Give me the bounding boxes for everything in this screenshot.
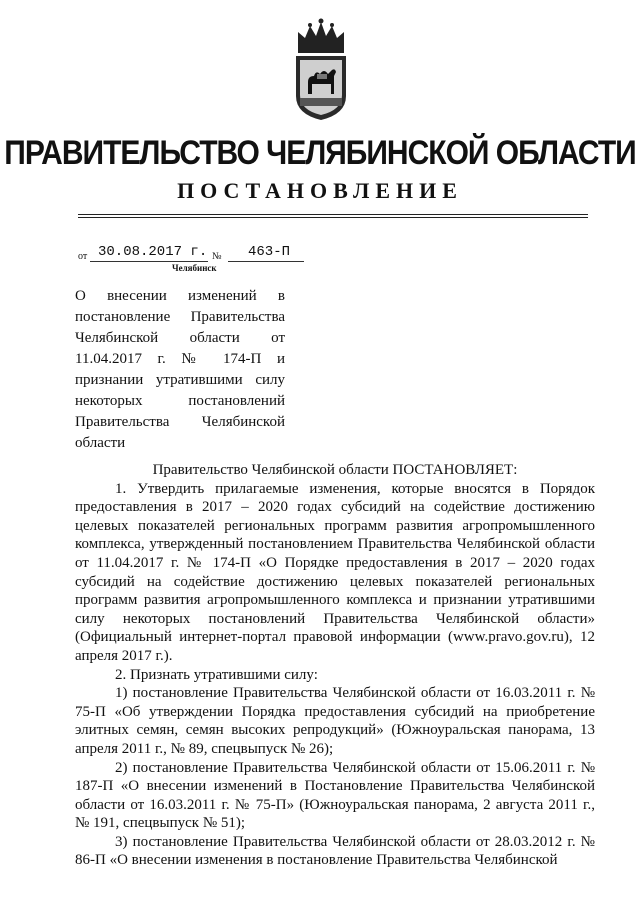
paragraph-2-item-2: 2) постановление Правительства Челябинской области от 15.06.2011 г. № 187-П «О внесении изменений в Постановление Правительства Челябинской области от 16.03.2011 г. № 75-П» (Южноуральская панорама, 2 августа 2011 г., № 191, спецвыпуск № 51); xyxy=(75,759,595,832)
paragraph-1: 1. Утвердить прилагаемые изменения, которые вносятся в Порядок предоставления в 2017 – 2020 годах субсидий на содействие достижению целевых показателей региональных программ развития агропромышленного комплекса, утвержденный постановлением Правительства Челябинской области от 11.04.2017 г. № 174-П «О Порядке предоставления в 2017 – 2020 годах субсидий на содействие достижению целевых показателей региональных программ развития агропромышленного комплекса и признании утратившими силу некоторых постановлений Правительства Челябинской области» (Официальный интернет-портал правовой информации (www.pravo.gov.ru), 12 апреля 2017 г.). xyxy=(75,480,595,664)
number-label: № xyxy=(212,251,222,262)
date-value: 30.08.2017 г. xyxy=(98,244,208,260)
organization-title: ПРАВИТЕЛЬСТВО ЧЕЛЯБИНСКОЙ ОБЛАСТИ xyxy=(4,134,636,172)
number-value: 463-П xyxy=(248,244,291,260)
document-subject: О внесении изменений в постановление Правительства Челябинской области от 11.04.2017 г. № 174-П и признании утратившими силу некоторых постановлений Правительства Челябинской области xyxy=(75,288,285,451)
document-type-heading: ПОСТАНОВЛЕНИЕ xyxy=(177,178,463,203)
city-label: Челябинск xyxy=(172,263,217,273)
header-divider xyxy=(78,217,588,218)
paragraph-2: 2. Признать утратившими силу: xyxy=(115,666,318,683)
paragraph-2-item-3: 3) постановление Правительства Челябинской области от 28.03.2012 г. № 86-П «О внесении изменения в постановление Правительства Челябинской xyxy=(75,833,595,869)
chelyabinsk-coat-of-arms-icon xyxy=(290,18,352,122)
date-underline xyxy=(90,261,208,262)
registration-block xyxy=(78,244,318,274)
date-label: от xyxy=(78,251,88,262)
paragraph-2-item-1: 1) постановление Правительства Челябинской области от 16.03.2011 г. № 75-П «Об утверждении Порядка предоставления субсидий на приобретение элитных семян, семян высоких репродукций» (Южноуральская панорама, 13 апреля 2011 г., № 89, спецвыпуск № 26); xyxy=(75,685,595,757)
number-underline xyxy=(228,261,304,262)
header-divider xyxy=(78,214,588,215)
preamble: Правительство Челябинской области ПОСТАНОВЛЯЕТ: xyxy=(152,462,518,478)
document-body xyxy=(75,461,595,870)
